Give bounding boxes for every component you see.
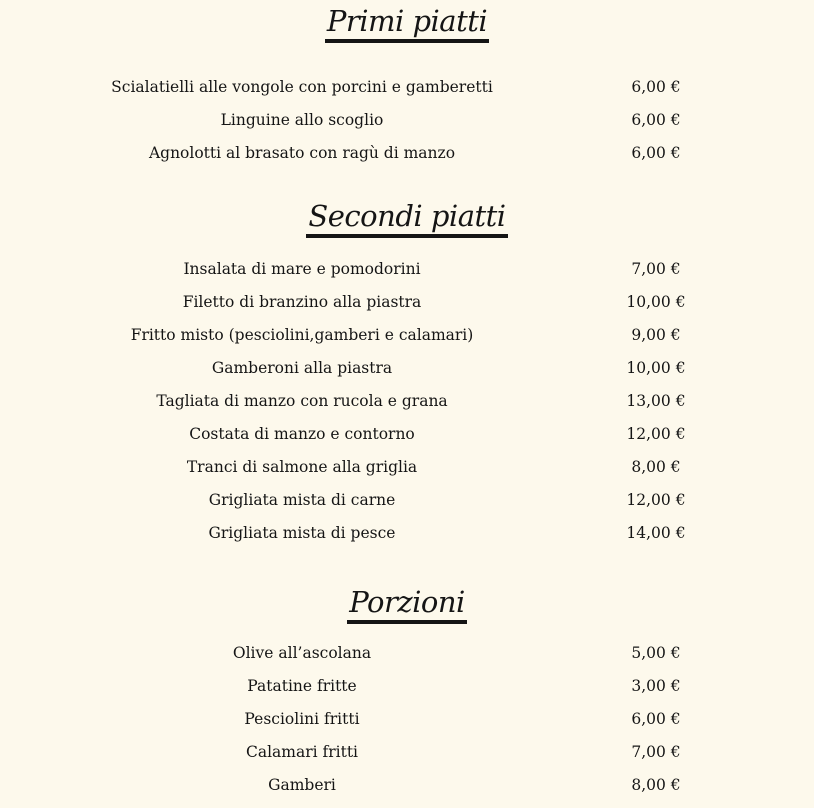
- item-price: 13,00 €: [626, 392, 686, 410]
- item-name: Pesciolini fritti: [244, 710, 360, 728]
- item-name: Fritto misto (pesciolini,gamberi e calamari): [130, 326, 474, 344]
- item-price: 10,00 €: [626, 293, 686, 311]
- menu-item: [0, 137, 814, 170]
- item-price: 8,00 €: [631, 776, 681, 794]
- menu-item: [0, 71, 814, 104]
- menu-item: [0, 319, 814, 352]
- item-name: Tagliata di manzo con rucola e grana: [156, 392, 448, 410]
- menu-item: [0, 703, 814, 736]
- item-price: 12,00 €: [626, 491, 686, 509]
- item-name: Costata di manzo e contorno: [189, 425, 415, 443]
- item-price: 12,00 €: [626, 425, 686, 443]
- item-name: Gamberi: [268, 776, 336, 794]
- section-header-porzioni: [0, 585, 814, 624]
- item-name: Filetto di branzino alla piastra: [182, 293, 422, 311]
- menu-item: [0, 104, 814, 137]
- item-price: 6,00 €: [631, 144, 681, 162]
- menu-item: [0, 736, 814, 769]
- item-name: Gamberoni alla piastra: [211, 359, 393, 377]
- section-header-primi-piatti: [0, 4, 814, 43]
- menu-item: [0, 637, 814, 670]
- item-price: 14,00 €: [626, 524, 686, 542]
- menu-item: [0, 769, 814, 802]
- item-price: 9,00 €: [631, 326, 681, 344]
- item-name: Grigliata mista di carne: [208, 491, 396, 509]
- menu-item: [0, 253, 814, 286]
- menu-item: [0, 385, 814, 418]
- item-price: 7,00 €: [631, 260, 681, 278]
- section-title: Secondi piatti: [306, 199, 507, 238]
- item-name: Agnolotti al brasato con ragù di manzo: [148, 144, 456, 162]
- section-header-secondi-piatti: [0, 199, 814, 238]
- section-title: Porzioni: [347, 585, 467, 624]
- item-name: Linguine allo scoglio: [220, 111, 384, 129]
- item-name: Olive all’ascolana: [232, 644, 372, 662]
- item-price: 6,00 €: [631, 710, 681, 728]
- menu-item: [0, 670, 814, 703]
- menu-item: [0, 418, 814, 451]
- item-price: 6,00 €: [631, 78, 681, 96]
- item-price: 10,00 €: [626, 359, 686, 377]
- item-name: Insalata di mare e pomodorini: [183, 260, 421, 278]
- item-price: 6,00 €: [631, 111, 681, 129]
- menu-item: [0, 517, 814, 550]
- menu-item: [0, 451, 814, 484]
- section-title: Primi piatti: [325, 4, 489, 43]
- item-price: 8,00 €: [631, 458, 681, 476]
- item-price: 7,00 €: [631, 743, 681, 761]
- item-name: Grigliata mista di pesce: [208, 524, 396, 542]
- menu-item: [0, 484, 814, 517]
- menu-item: [0, 352, 814, 385]
- item-name: Calamari fritti: [245, 743, 359, 761]
- item-name: Tranci di salmone alla griglia: [186, 458, 418, 476]
- menu-item: [0, 286, 814, 319]
- item-price: 3,00 €: [631, 677, 681, 695]
- item-price: 5,00 €: [631, 644, 681, 662]
- item-name: Patatine fritte: [247, 677, 357, 695]
- item-name: Scialatielli alle vongole con porcini e gamberetti: [111, 78, 493, 96]
